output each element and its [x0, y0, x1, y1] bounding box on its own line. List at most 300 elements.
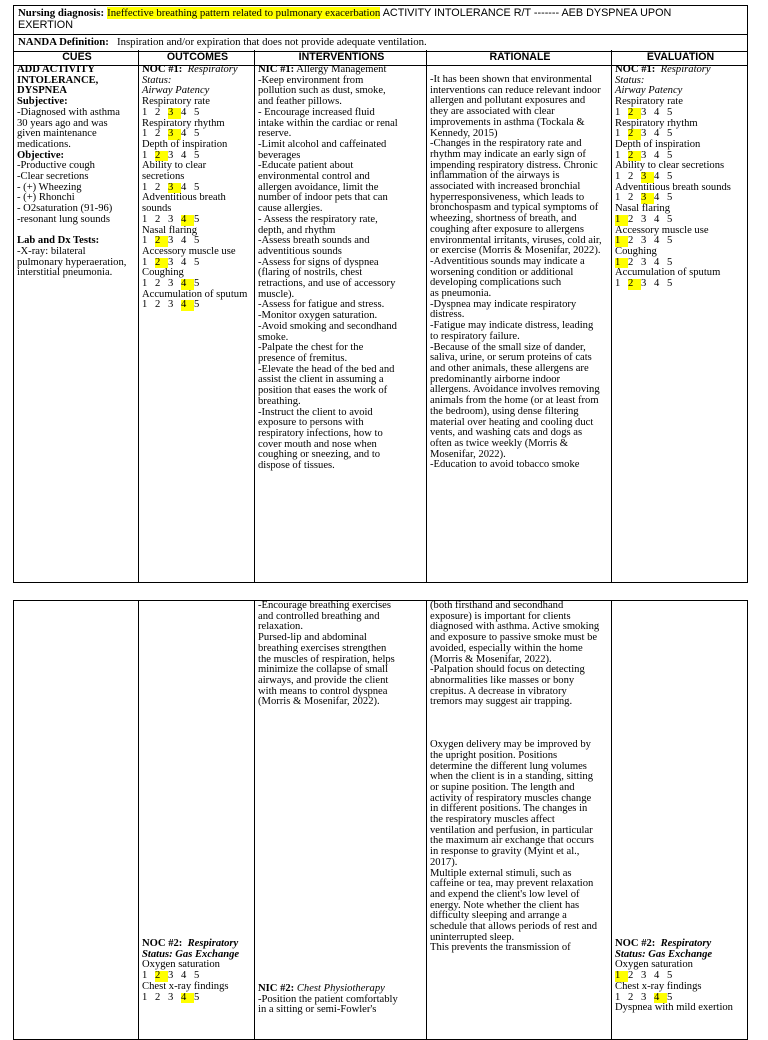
intervention-line: breathing. — [258, 395, 301, 407]
rating-option: 5 — [667, 278, 673, 290]
rating-option-selected: 3 — [168, 108, 181, 119]
rating-option-selected: 4 — [181, 300, 194, 311]
rationale-line: wheezing, shortness of breath, and — [430, 213, 577, 225]
column-header-rationale: RATIONALE — [427, 50, 612, 65]
rating-option: 5 — [667, 171, 673, 183]
intervention-line: allergen avoidance, limit the — [258, 181, 379, 193]
rating-option: 3 — [168, 149, 174, 161]
rationale-line: -Palpation should focus on detecting — [430, 664, 585, 676]
rating-option-selected: 4 — [181, 993, 194, 1004]
interventions-cell-continued — [255, 601, 427, 1039]
rating-option: 1 — [615, 149, 621, 161]
rating-option: 4 — [654, 128, 660, 140]
rating-option: 1 — [142, 991, 148, 1003]
rationale-line: Multiple external stimuli, such as — [430, 867, 572, 879]
cue-heading: INTOLERANCE, — [17, 74, 99, 86]
rating-option-selected: 2 — [155, 258, 168, 269]
rating-option-selected: 4 — [654, 993, 667, 1004]
evaluation-indicator: Depth of inspiration — [615, 138, 701, 150]
rationale-line: Kennedy, 2015) — [430, 127, 498, 139]
noc-title: Respiratory — [660, 65, 711, 75]
noc-label: NOC #1: — [615, 65, 656, 75]
rationale-line: Mosenifar, 2022). — [430, 448, 506, 460]
evaluation-indicator: Accessory muscle use — [615, 224, 709, 236]
rating-option: 5 — [667, 128, 673, 140]
intervention-line: -Keep environment from — [258, 74, 364, 86]
evaluation-indicator: Chest x-ray findings — [615, 980, 702, 992]
spacer — [430, 708, 610, 719]
table-body-row — [14, 65, 747, 582]
outcome-indicator: Oxygen saturation — [142, 959, 220, 971]
rationale-line: improvements in asthma (Tockala & — [430, 116, 585, 128]
rating-option: 1 — [615, 278, 621, 290]
evaluation-indicator: Oxygen saturation — [615, 959, 693, 971]
intervention-line: presence of fremitus. — [258, 352, 348, 364]
intervention-line: minimize the collapse of small — [258, 664, 389, 676]
cue-item: -Clear secretions — [17, 171, 89, 183]
diagnosis-line-2: EXERTION — [18, 19, 73, 31]
cue-item: - O2saturation (91-96) — [17, 203, 113, 215]
intervention-line: -Elevate the head of the bed and — [258, 363, 395, 375]
rating-option: 3 — [641, 256, 647, 268]
rating-option: 2 — [155, 278, 161, 290]
cue-item: medications. — [17, 138, 71, 150]
rating-option: 5 — [667, 213, 673, 225]
rating-option: 5 — [667, 235, 673, 247]
rating-option: 4 — [181, 128, 187, 140]
rationale-line: and expend the client's low level of — [430, 888, 580, 900]
rationale-line: often as twice weekly (Morris & — [430, 437, 568, 449]
cues-cell — [14, 65, 139, 582]
rating-option: 5 — [194, 970, 200, 982]
outcome-indicator: Depth of inspiration — [142, 138, 228, 150]
rating-option: 3 — [641, 149, 647, 161]
noc-title: Respiratory — [187, 65, 238, 75]
rating-option: 2 — [628, 192, 634, 204]
rationale-line: worsening condition or additional — [430, 266, 574, 278]
rationale-line: -Adventitious sounds may indicate a — [430, 255, 585, 267]
outcome-indicator: Respiratory rate — [142, 96, 210, 108]
rating-option-selected: 1 — [615, 971, 628, 982]
noc-title-line-2: Status: — [615, 74, 645, 86]
nanda-text: Inspiration and/or expiration that does not provide adequate ventilation. — [116, 36, 427, 48]
rating-option: 5 — [667, 970, 673, 982]
intervention-line: (Morris & Mosenifar, 2022). — [258, 696, 380, 708]
rating-option: 1 — [142, 256, 148, 268]
noc-title: Respiratory — [187, 938, 239, 949]
intervention-line: -Instruct the client to avoid — [258, 406, 373, 418]
outcome-indicator: Ability to clear — [142, 160, 207, 172]
cue-item: pulmonary hyperaeration, — [17, 256, 127, 268]
rating-option: 3 — [168, 991, 174, 1003]
intervention-line: with means to control dyspnea — [258, 685, 388, 697]
rationale-line: 2017). — [430, 856, 458, 868]
rating-option: 2 — [628, 235, 634, 247]
diagnosis-label: Nursing diagnosis: — [18, 7, 105, 19]
rationale-line: hyperresponsiveness, which leads to — [430, 191, 585, 203]
care-plan-page-2 — [13, 600, 748, 1040]
rating-option: 1 — [615, 192, 621, 204]
rationale-line: -Dyspnea may indicate respiratory — [430, 298, 577, 310]
rating-option: 2 — [628, 171, 634, 183]
rationale-line: predominantly airborne indoor — [430, 373, 561, 385]
rating-option: 5 — [667, 991, 673, 1003]
cue-item: given maintenance — [17, 128, 97, 140]
rationale-line: interventions can reduce relevant indoor — [430, 84, 601, 96]
rating-option: 2 — [628, 991, 634, 1003]
evaluation-indicator: Adventitious breath sounds — [615, 181, 731, 193]
cue-item: - (+) Wheezing — [17, 181, 82, 193]
rationale-line: (Morris & Mosenifar, 2022). — [430, 653, 552, 665]
rating-option: 5 — [194, 256, 200, 268]
column-header-cues: CUES — [14, 50, 139, 65]
rationale-line: allergens. Avoidance involves removing — [430, 384, 600, 396]
intervention-line: depth, and rhythm — [258, 224, 336, 236]
rationale-line: -Changes in the respiratory rate and — [430, 138, 582, 150]
rating-option: 2 — [155, 299, 161, 311]
intervention-line: adventitious sounds — [258, 245, 342, 257]
outcome-indicator: Accessory muscle use — [142, 245, 236, 257]
rating-option: 5 — [194, 213, 200, 225]
rating-option-selected: 3 — [641, 193, 654, 204]
rating-option: 5 — [194, 181, 200, 193]
rating-option: 1 — [142, 213, 148, 225]
rationale-line: developing complications such — [430, 277, 562, 289]
rationale-line: and other animals, these allergens are — [430, 362, 589, 374]
intervention-line: -Limit alcohol and caffeinated — [258, 138, 387, 150]
intervention-line: pollution such as dust, smoke, — [258, 85, 386, 97]
evaluation-cell — [612, 65, 747, 582]
rationale-line: environmental irritants, viruses, cold air, — [430, 234, 602, 246]
rating-option-selected: 2 — [628, 279, 641, 290]
rationale-line: in different positions. The changes in — [430, 803, 588, 815]
cue-item: -resonant lung sounds — [17, 213, 110, 225]
rationale-line: or supine position. The length and — [430, 781, 575, 793]
rationale-line: impending respiratory distress. Chronic — [430, 159, 598, 171]
rating-option: 1 — [142, 278, 148, 290]
cue-item: - (+) Rhonchi — [17, 192, 75, 204]
intervention-line: reserve. — [258, 128, 292, 140]
cue-heading: Objective: — [17, 149, 65, 161]
intervention-line: number of indoor pets that can — [258, 192, 388, 204]
outcome-indicator: Respiratory rhythm — [142, 117, 225, 129]
intervention-line: -Monitor oxygen saturation. — [258, 310, 378, 322]
intervention-line: (flaring of nostrils, chest — [258, 267, 363, 279]
evaluation-indicator: Respiratory rhythm — [615, 117, 698, 129]
intervention-line: cause allergies. — [258, 203, 323, 215]
rationale-line: Oxygen delivery may be improved by — [430, 739, 591, 751]
rationale-line: crepitus. A decrease in vibratory — [430, 685, 567, 697]
evaluation-rating-scale — [615, 279, 746, 290]
rating-option: 3 — [641, 235, 647, 247]
rating-option: 2 — [628, 256, 634, 268]
intervention-line: cover mouth and nose when — [258, 438, 377, 450]
intervention-line: -Assess for fatigue and stress. — [258, 299, 385, 311]
rationale-line: or exercise (Morris & Mosenifar, 2022). — [430, 245, 601, 257]
rationale-line: exposure) is important for clients — [430, 610, 571, 622]
rating-option: 3 — [641, 106, 647, 118]
rating-option: 4 — [181, 181, 187, 193]
rating-option: 1 — [615, 106, 621, 118]
rationale-line: -Education to avoid tobacco smoke — [430, 459, 580, 471]
intervention-line: - Encourage increased fluid — [258, 106, 375, 118]
intervention-line: position that eases the work of — [258, 385, 388, 397]
intervention-line: -Palpate the chest for the — [258, 342, 364, 354]
rating-option: 2 — [628, 213, 634, 225]
cue-item: -X-ray: bilateral — [17, 245, 86, 257]
evaluation-rating-scale — [615, 108, 746, 119]
rating-option: 5 — [667, 106, 673, 118]
evaluation-rating-scale — [615, 215, 746, 226]
cue-item: interstitial pneumonia. — [17, 267, 113, 279]
rationale-line: the maximum air exchange that occurs — [430, 835, 594, 847]
rating-option: 3 — [168, 213, 174, 225]
interventions-cell — [255, 65, 427, 582]
rating-option: 1 — [142, 299, 148, 311]
rating-option-selected: 3 — [168, 183, 181, 194]
rating-option: 3 — [168, 256, 174, 268]
rating-option: 2 — [155, 106, 161, 118]
rationale-line: allergen and pollutant exposures and — [430, 95, 586, 107]
intervention-line: the muscles of respiration, helps — [258, 653, 395, 665]
cue-item: 30 years ago and was — [17, 117, 108, 129]
rationale-line: they are associated with clear — [430, 106, 555, 118]
rating-option: 5 — [667, 256, 673, 268]
rationale-line: and exposure to passive smoke must be — [430, 632, 598, 644]
cue-heading: Lab and Dx Tests: — [17, 235, 100, 247]
rationale-line: -It has been shown that environmental — [430, 74, 593, 85]
intervention-line: assist the client in assuming a — [258, 374, 384, 386]
rating-option: 3 — [641, 970, 647, 982]
rationale-line: distress. — [430, 309, 465, 321]
rating-option: 4 — [654, 149, 660, 161]
evaluation-indicator: Dyspnea with mild exertion — [615, 1002, 733, 1014]
intervention-line: coughing or sneezing, and to — [258, 449, 381, 461]
noc-label: NOC #2: — [142, 938, 183, 949]
rating-option: 2 — [155, 991, 161, 1003]
rationale-line: activity of respiratory muscles change — [430, 792, 592, 804]
noc-title-line-2: Status: Gas Exchange — [615, 948, 713, 960]
rating-option: 4 — [181, 970, 187, 982]
intervention-line: smoke. — [258, 331, 289, 343]
rating-option: 1 — [142, 106, 148, 118]
care-plan-page-1 — [13, 5, 748, 583]
column-header-evaluation: EVALUATION — [646, 51, 715, 63]
rating-option: 4 — [181, 149, 187, 161]
rating-option: 4 — [654, 235, 660, 247]
cue-item: -Diagnosed with asthma — [17, 106, 120, 118]
cues-cell-continued — [14, 601, 139, 1039]
cue-heading: Subjective: — [17, 96, 68, 108]
intervention-line: airways, and provide the client — [258, 674, 389, 686]
intervention-line: retractions, and use of accessory — [258, 278, 396, 290]
diagnosis-highlight: Ineffective breathing pattern related to pulmonary exacerbation — [107, 7, 381, 19]
rating-option: 4 — [654, 970, 660, 982]
evaluation-indicator: Nasal flaring — [615, 203, 671, 215]
rating-option-selected: 2 — [155, 151, 168, 162]
rationale-line: diagnosed with asthma. Active smoking — [430, 621, 600, 633]
intervention-line: and controlled breathing and — [258, 610, 380, 622]
rationale-line: abnormalities like masses or bony — [430, 674, 575, 686]
nic-title: Allergy Management — [296, 65, 387, 75]
rating-option: 1 — [615, 171, 621, 183]
noc-title-line-2: Status: Gas Exchange — [142, 948, 240, 960]
rating-option-selected: 2 — [628, 129, 641, 140]
table-body-row-continued — [14, 601, 747, 1039]
rationale-line: in response to gravity (Myint et al., — [430, 846, 580, 858]
noc-title: Respiratory — [660, 938, 712, 949]
rating-option: 4 — [654, 278, 660, 290]
rationale-line: saliva, urine, or serum proteins of cats — [430, 352, 592, 364]
rating-option: 1 — [142, 128, 148, 140]
rationale-line: difficulty sleeping and arrange a — [430, 910, 567, 922]
rating-option-selected: 2 — [628, 108, 641, 119]
rating-option: 5 — [194, 128, 200, 140]
intervention-line: breathing exercises strengthen — [258, 642, 387, 654]
rating-option: 3 — [168, 278, 174, 290]
rating-option: 4 — [654, 192, 660, 204]
intervention-line: -Position the patient comfortably — [258, 993, 398, 1005]
noc-label: NOC #2: — [615, 938, 656, 949]
rating-option-selected: 2 — [155, 971, 168, 982]
rating-option: 5 — [194, 235, 200, 247]
rating-option: 1 — [142, 181, 148, 193]
outcome-indicator: sounds — [142, 203, 172, 215]
rating-option-selected: 1 — [615, 236, 628, 247]
intervention-line: respiratory infections, how to — [258, 427, 383, 439]
rationale-line: the respiratory muscles affect — [430, 814, 555, 826]
noc-label: NOC #1: — [142, 65, 183, 75]
rationale-line: schedule that allows periods of rest and — [430, 921, 598, 933]
outcome-rating-scale — [142, 993, 253, 1004]
nursing-diagnosis-row — [14, 6, 747, 35]
outcome-indicator: Nasal flaring — [142, 224, 198, 236]
rating-option: 3 — [641, 278, 647, 290]
intervention-line: - Assess the respiratory rate, — [258, 213, 378, 225]
intervention-line: -Educate patient about — [258, 160, 354, 172]
rationale-line: to respiratory failure. — [430, 330, 520, 342]
spacer — [430, 719, 610, 730]
rating-option-selected: 3 — [641, 172, 654, 183]
rating-option-selected: 1 — [615, 215, 628, 226]
rating-option: 5 — [194, 278, 200, 290]
rationale-line: -Because of the small size of dander, — [430, 341, 586, 353]
rating-option-selected: 1 — [615, 258, 628, 269]
noc-subtitle: Airway Patency — [615, 85, 683, 97]
cue-heading: ADD ACTIVITY — [17, 65, 95, 75]
rating-option: 5 — [194, 106, 200, 118]
rationale-line: energy. Note whether the client has — [430, 899, 580, 911]
spacer — [142, 601, 253, 939]
rating-option: 3 — [641, 128, 647, 140]
column-header-outcomes: OUTCOMES — [139, 50, 255, 65]
rationale-line: uninterrupted sleep. — [430, 931, 515, 943]
intervention-line: -Assess for signs of dyspnea — [258, 256, 379, 268]
intervention-line: -Avoid smoking and secondhand — [258, 320, 397, 332]
outcome-indicator: Accumulation of sputum — [142, 288, 248, 300]
nanda-label: NANDA Definition: — [18, 36, 109, 48]
intervention-line: and feather pillows. — [258, 96, 342, 108]
rating-option: 4 — [654, 106, 660, 118]
rationale-line: animals from the home (or at least from — [430, 395, 599, 407]
rating-option: 1 — [615, 128, 621, 140]
intervention-line: muscle). — [258, 288, 295, 300]
rating-option: 1 — [615, 991, 621, 1003]
intervention-line: relaxation. — [258, 621, 304, 633]
outcome-rating-scale — [142, 300, 253, 311]
noc-title-line-2: Status: — [142, 74, 172, 86]
rating-option: 3 — [168, 299, 174, 311]
intervention-line: in a sitting or semi-Fowler's — [258, 1004, 377, 1016]
rating-option: 3 — [168, 235, 174, 247]
rationale-cell — [427, 65, 612, 582]
rationale-line: when the client is in a standing, sitting — [430, 771, 594, 783]
outcomes-cell — [139, 65, 255, 582]
diagnosis-rest: ACTIVITY INTOLERANCE R/T ------- AEB DYSPNEA UPON — [380, 7, 672, 19]
rating-option: 3 — [168, 970, 174, 982]
outcome-indicator: Adventitious breath — [142, 192, 226, 204]
nic-label: NIC #1: — [258, 65, 295, 75]
nic-label: NIC #2: — [258, 983, 295, 995]
rationale-line: associated with increased bronchial — [430, 181, 581, 193]
column-header-interventions: INTERVENTIONS — [255, 50, 427, 65]
nic-title: Chest Physiotherapy — [296, 983, 385, 995]
rating-option: 5 — [194, 149, 200, 161]
rating-option: 3 — [641, 213, 647, 225]
rating-option: 4 — [654, 171, 660, 183]
rationale-line: tremors may suggest air trapping. — [430, 696, 573, 708]
rationale-line: coughing after exposure to allergens — [430, 223, 584, 235]
outcome-indicator: Coughing — [142, 267, 184, 279]
rating-option-selected: 3 — [168, 129, 181, 140]
evaluation-indicator: Respiratory rate — [615, 96, 683, 108]
rating-option: 1 — [142, 970, 148, 982]
rationale-line: rhythm may indicate an early sign of — [430, 148, 586, 160]
rating-option: 5 — [667, 192, 673, 204]
outcome-indicator: secretions — [142, 171, 185, 183]
rating-option: 2 — [155, 213, 161, 225]
rationale-line: material over heating and cooling duct — [430, 416, 594, 428]
care-plan-table — [14, 50, 747, 582]
rating-option: 5 — [194, 299, 200, 311]
intervention-line: environmental control and — [258, 171, 370, 183]
rationale-line: determine the different lung volumes — [430, 760, 587, 772]
rationale-line: caffeine or tea, may prevent relaxation — [430, 878, 594, 890]
care-plan-table-continued — [14, 601, 747, 1039]
spacer — [258, 708, 425, 984]
rating-option: 4 — [181, 256, 187, 268]
evaluation-indicator: Ability to clear secretions — [615, 160, 725, 172]
rationale-line: as pneumonia. — [430, 288, 492, 300]
rating-option: 5 — [194, 991, 200, 1003]
rationale-line: vents, and washing cats and dogs as — [430, 427, 583, 439]
rating-option-selected: 4 — [181, 215, 194, 226]
rationale-line: the upright position. Positions — [430, 749, 558, 761]
rating-option: 4 — [654, 256, 660, 268]
rationale-line: inflammation of the airways is — [430, 170, 560, 182]
intervention-line: exposure to persons with — [258, 417, 364, 429]
rationale-cell-continued — [427, 601, 612, 1039]
rationale-line: the bedroom), using dense filtering — [430, 405, 579, 417]
noc-subtitle: Airway Patency — [142, 85, 210, 97]
rationale-line: avoided, especially within the home — [430, 642, 583, 654]
rating-option: 1 — [142, 235, 148, 247]
intervention-line: -Assess breath sounds and — [258, 235, 370, 247]
evaluation-indicator: Accumulation of sputum — [615, 267, 721, 279]
rating-option-selected: 2 — [628, 151, 641, 162]
outcome-indicator: Chest x-ray findings — [142, 980, 229, 992]
intervention-line: -Encourage breathing exercises — [258, 601, 391, 611]
